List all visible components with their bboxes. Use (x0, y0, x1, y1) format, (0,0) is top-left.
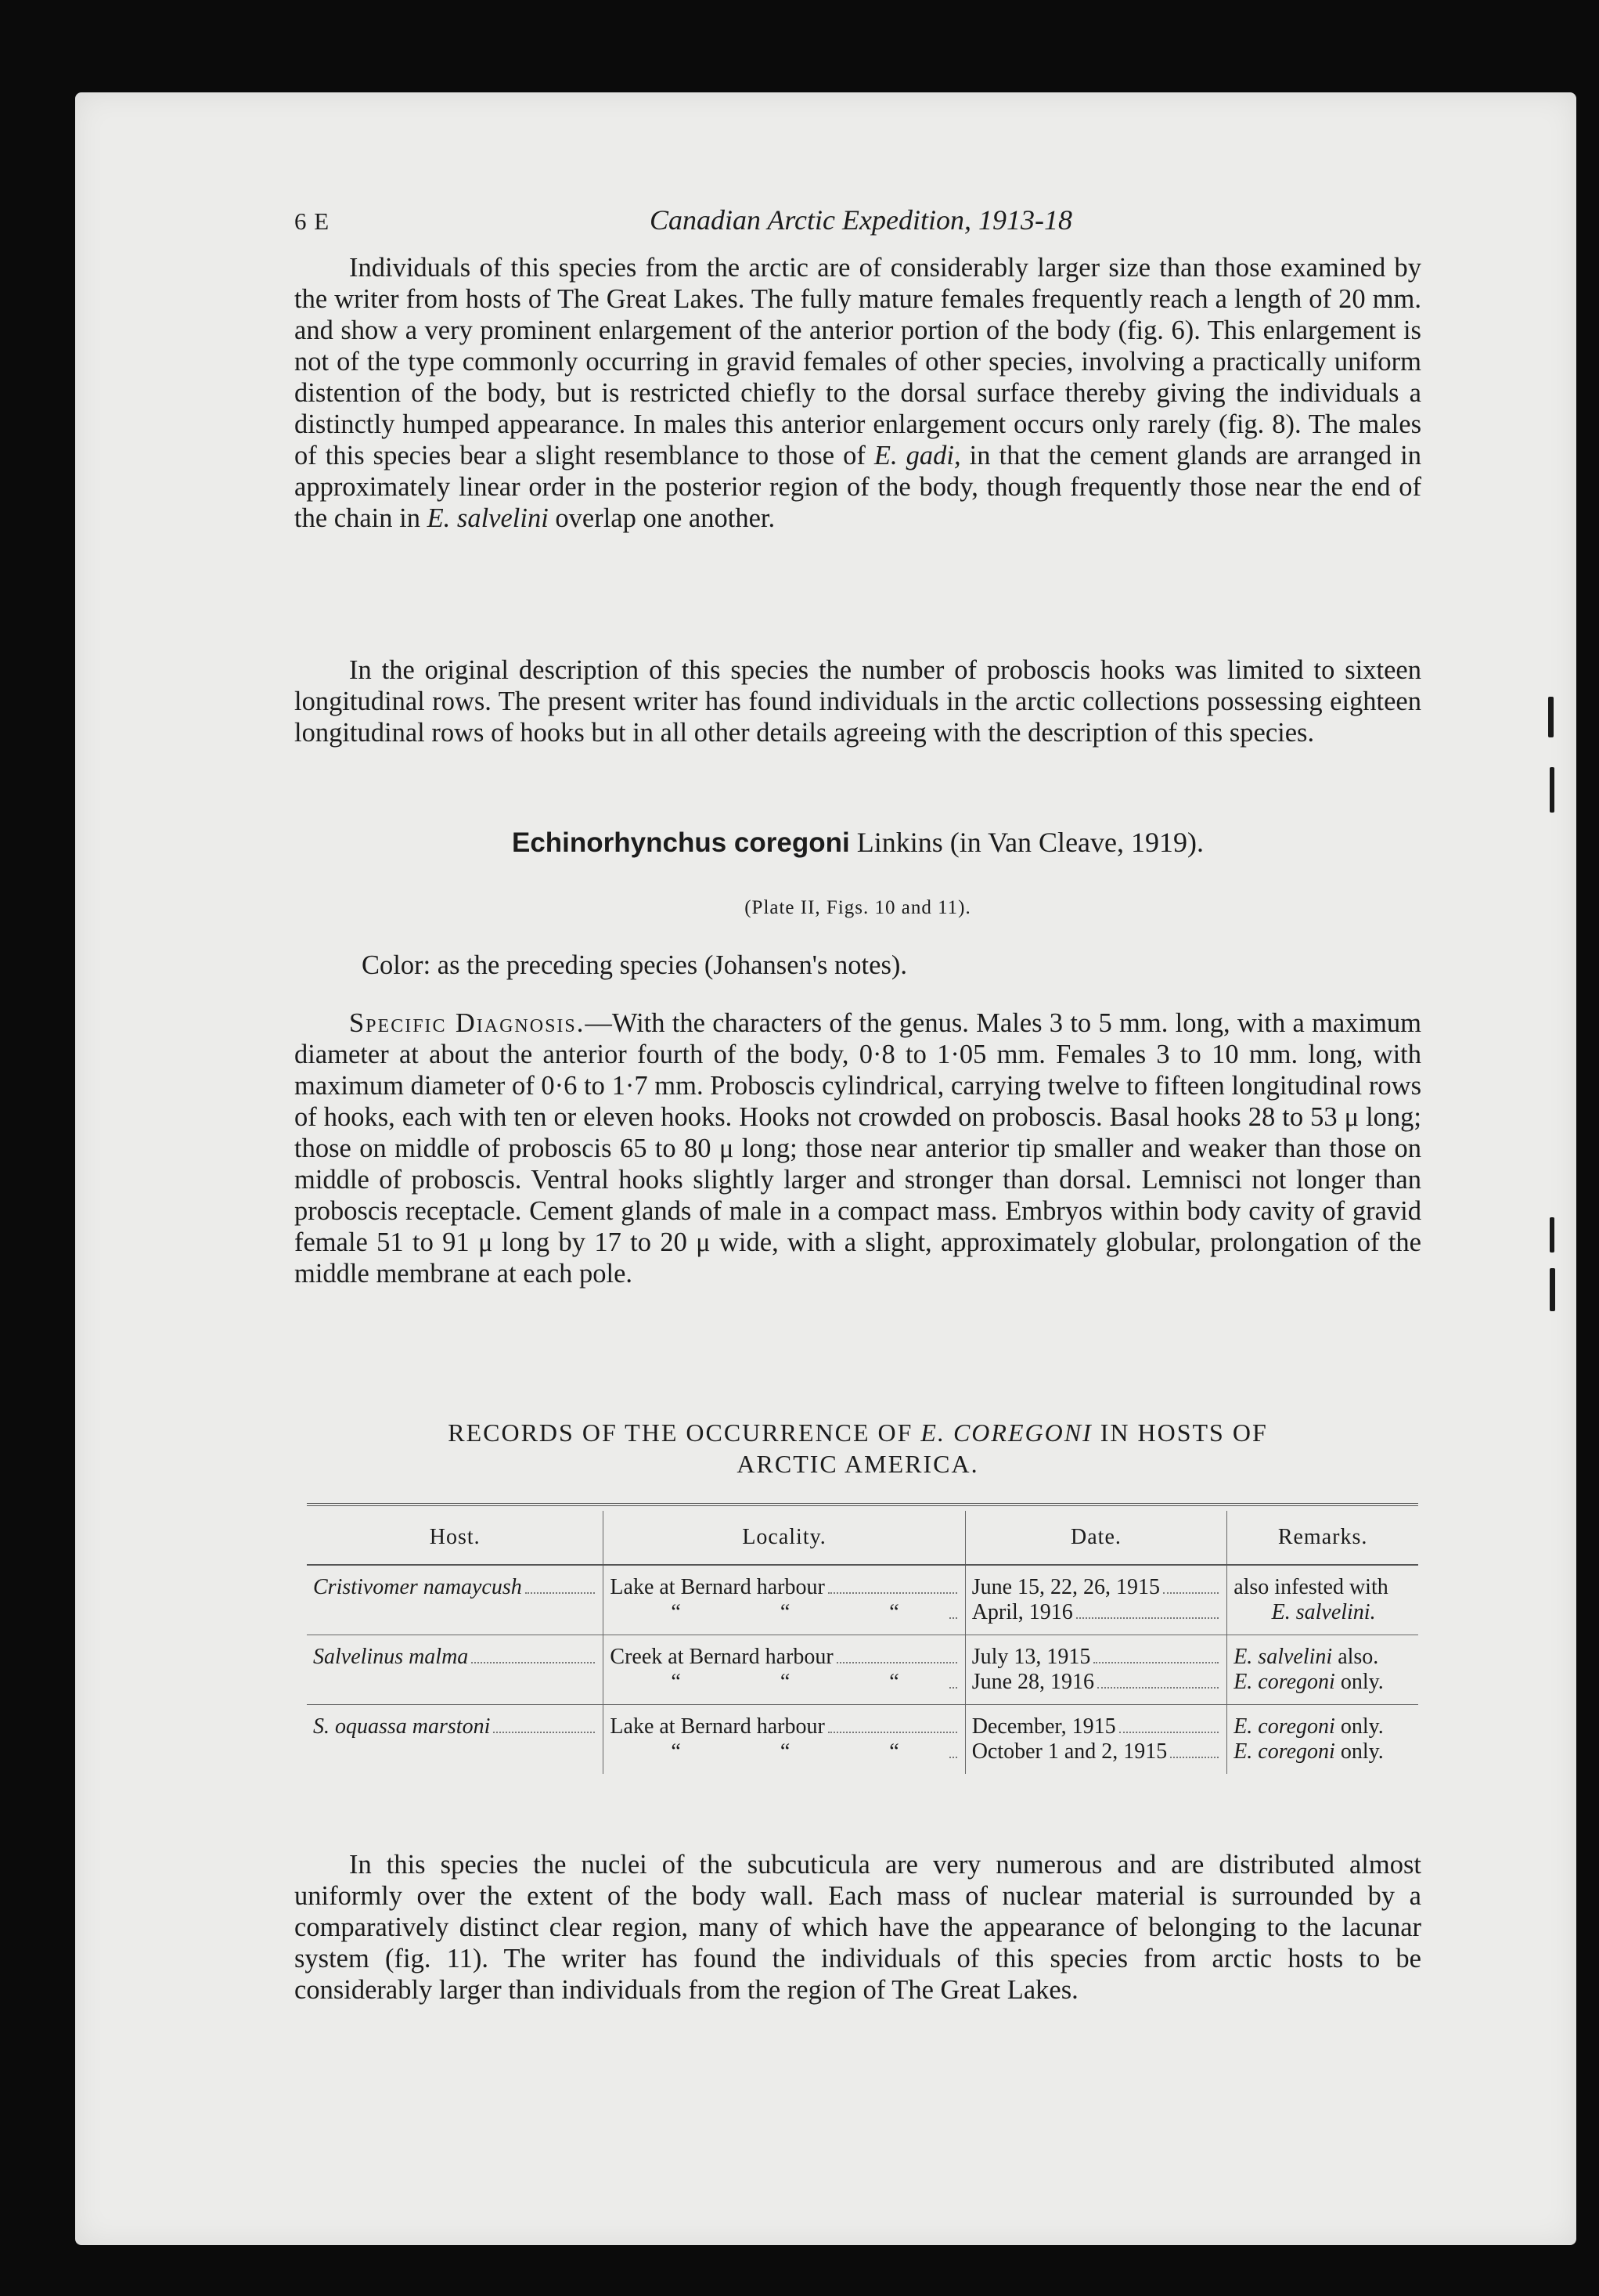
date-cell (965, 1565, 1227, 1635)
body-paragraph-1 (294, 252, 1421, 534)
remarks-species-2: E. coregoni (1233, 1670, 1335, 1694)
paragraph-1-text-c: overlap one another. (555, 503, 776, 533)
remarks-line-2: E. salvelini. (1271, 1600, 1376, 1624)
locality-cell (603, 1565, 965, 1635)
remarks-text-1: only. (1340, 1714, 1384, 1739)
records-title-species: E. COREGONI (920, 1418, 1093, 1447)
species-name: Echinorhynchus coregoni (511, 827, 850, 858)
table-row (307, 1705, 1418, 1775)
scan-mark (1550, 1217, 1554, 1253)
remarks-text-1: also. (1338, 1645, 1379, 1669)
diagnosis-text: —With the characters of the genus. Males 3 to 5 mm. long, with a maximum diameter at about the anterior fourth of the body, 0·8 to 1·05 mm. Females 3 to 10 mm. long, with maximum diameter of 0·6 to 1·7 mm. Proboscis cylindrical, carrying twelve to fifteen longitudinal rows of hooks, each with ten or eleven hooks. Hooks not crowded on proboscis. Basal hooks 28 to 53 μ long; those on middle of proboscis 65 to 80 μ long; those near anterior tip smaller and weaker than those on middle of proboscis. Ventral hooks slightly larger and stronger than dorsal. Lemnisci not longer than proboscis receptacle. Cement glands of male in a compact mass. Embryos within body cavity of gravid female 51 to 91 μ long by 17 to 20 μ wide, with a slight, approximately globular, prolongation of the middle membrane at each pole. (294, 1008, 1421, 1289)
records-table (307, 1503, 1418, 1774)
date-cell (965, 1635, 1227, 1705)
date-line-1: July 13, 1915 (971, 1645, 1091, 1669)
paragraph-1-text-a: Individuals of this species from the arctic are of considerably larger size than those examined by the writer from hosts of The Great Lakes. The fully mature females frequently reach a length of 20 mm. and show a very prominent enlargement of the anterior portion of the body (fig. 6). This enlargement is not of the type commonly occurring in gravid females of other species, involving a practically uniform distention of the body, but is restricted chiefly to the dorsal surface thereby giving the individuals a distinctly humped appearance. In males this anterior enlargement occurs only rarely (fig. 8). The males of this species bear a slight resemblance to those of (294, 253, 1421, 470)
species-authority: Linkins (in Van Cleave, 1919). (856, 827, 1204, 858)
remarks-text-2: only. (1340, 1739, 1384, 1764)
date-cell (965, 1705, 1227, 1775)
locality-line-1: Lake at Bernard harbour (610, 1575, 825, 1599)
paragraph-1-italic-gadi: E. gadi, (873, 441, 961, 470)
scan-mark (1548, 697, 1554, 737)
column-header-locality: Locality. (603, 1511, 965, 1565)
remarks-line-1: also infested with (1233, 1575, 1388, 1599)
table-header-row (307, 1511, 1418, 1565)
date-line-1: June 15, 22, 26, 1915 (971, 1575, 1161, 1599)
species-heading (294, 826, 1421, 859)
host-name: S. oquassa marstoni (313, 1714, 491, 1739)
paragraph-4-text: In this species the nuclei of the subcuticula are very numerous and are distributed almost uniformly over the extent of the body wall. Each mass of nuclear material is surrounded by a comparatively distinct clear region, many of which have the appearance of belonging to the lacunar system (fig. 11). The writer has found the individuals of this species from arctic hosts to be considerably larger than individuals from the region of The Great Lakes. (294, 1850, 1421, 2005)
paragraph-2-text: In the original description of this species the number of proboscis hooks was limited to sixteen longitudinal rows. The present writer has found individuals in the arctic collections possessing eighteen longitudinal rows of hooks but in all other details agreeing with the description of this species. (294, 655, 1421, 748)
paragraph-1-text-b: in that the cement glands are arranged in approximately linear order in the posterior region of the body, though frequently those near the end of the chain in (294, 441, 1422, 533)
locality-line-1: Lake at Bernard harbour (610, 1714, 825, 1739)
records-title-line2: ARCTIC AMERICA. (736, 1450, 979, 1478)
plate-reference: (Plate II, Figs. 10 and 11). (744, 897, 971, 918)
column-header-date: Date. (965, 1511, 1227, 1565)
remarks-text-2: only. (1340, 1670, 1384, 1694)
column-header-remarks: Remarks. (1227, 1511, 1418, 1565)
scan-mark (1550, 1268, 1555, 1311)
column-header-host: Host. (307, 1511, 603, 1565)
locality-ditto: “ “ “ (671, 1670, 946, 1694)
table-row (307, 1565, 1418, 1635)
records-table-title (294, 1417, 1421, 1480)
locality-cell (603, 1705, 965, 1775)
remarks-cell (1227, 1565, 1418, 1635)
locality-cell (603, 1635, 965, 1705)
remarks-cell (1227, 1635, 1418, 1705)
diagnosis-label: Specific Diagnosis. (349, 1008, 585, 1038)
paragraph-1-italic-salvelini: E. salvelini (427, 503, 549, 533)
locality-ditto: “ “ “ (671, 1600, 946, 1624)
date-line-1: December, 1915 (971, 1714, 1116, 1739)
remarks-species-1: E. salvelini (1233, 1645, 1333, 1669)
records-title-part2: IN HOSTS OF (1100, 1418, 1268, 1447)
specific-diagnosis-paragraph (294, 1007, 1421, 1289)
date-line-2: June 28, 1916 (971, 1670, 1095, 1694)
host-name: Cristivomer namaycush (313, 1575, 522, 1599)
date-line-2: October 1 and 2, 1915 (971, 1739, 1168, 1764)
records-title-part1: RECORDS OF THE OCCURRENCE OF (448, 1418, 913, 1447)
scan-mark (1550, 767, 1554, 813)
host-cell (307, 1565, 603, 1635)
host-cell (307, 1705, 603, 1775)
body-paragraph-2 (294, 654, 1421, 748)
running-title: Canadian Arctic Expedition, 1913-18 (650, 204, 1072, 236)
color-note: Color: as the preceding species (Johansen's notes). (362, 950, 907, 980)
remarks-cell (1227, 1705, 1418, 1775)
date-line-2: April, 1916 (971, 1600, 1073, 1624)
remarks-species-2: E. coregoni (1233, 1739, 1335, 1764)
locality-line-1: Creek at Bernard harbour (610, 1645, 834, 1669)
body-paragraph-4 (294, 1849, 1421, 2006)
host-cell (307, 1635, 603, 1705)
table-row (307, 1635, 1418, 1705)
locality-ditto: “ “ “ (671, 1739, 946, 1764)
host-name: Salvelinus malma (313, 1645, 469, 1669)
page-folio: 6 E (294, 207, 330, 235)
remarks-species-1: E. coregoni (1233, 1714, 1335, 1739)
